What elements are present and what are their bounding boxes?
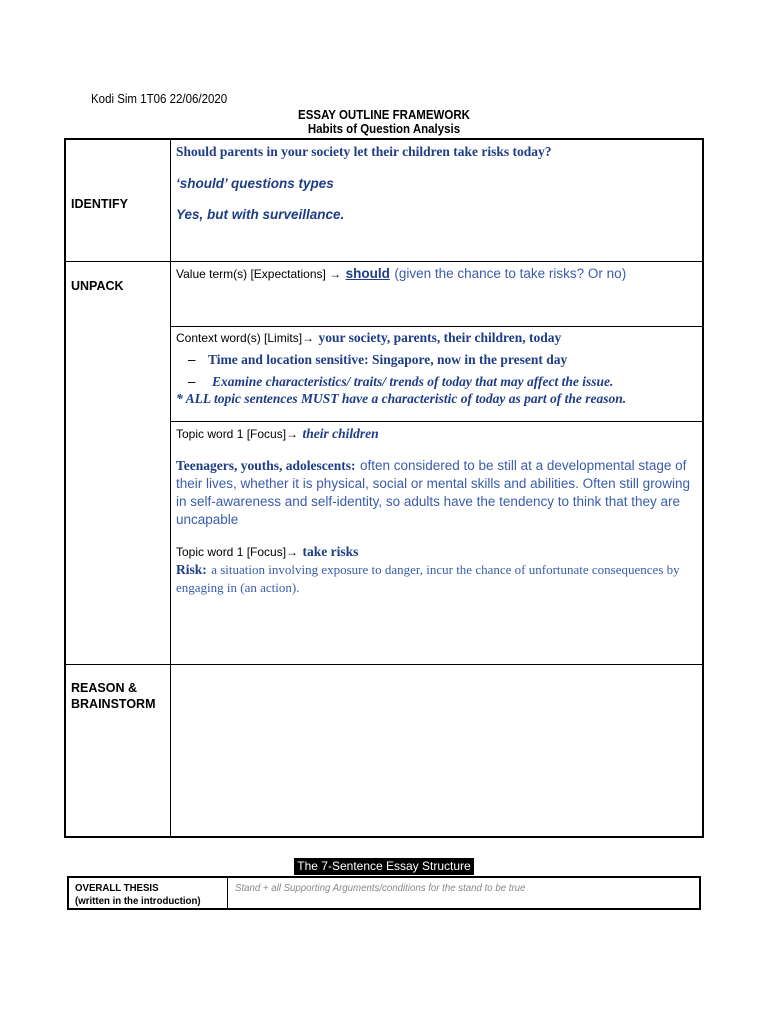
topic2-def-text: a situation involving exposure to danger, incur the chance of unfortunate consequences by engaging in (an action). <box>176 562 680 595</box>
essay-question: Should parents in your society let their children take risks today? <box>176 144 552 159</box>
structure-title: The 7-Sentence Essay Structure <box>294 858 474 875</box>
thesis-label <box>75 882 201 908</box>
thesis-description: Stand + all Supporting Arguments/conditions for the stand to be true <box>235 882 526 894</box>
context-cell: Context word(s) [Limits]→ your society, parents, their children, today – Time and location sensitive: Singapore, now in the present day – Examine characteristics/ traits/ trends of today that may affect the issue. * ALL topic sentences MUST have a characteristic of today as part of the reason. <box>176 329 696 407</box>
topic-cell <box>176 425 696 597</box>
stand: Yes, but with surveillance. <box>176 207 345 222</box>
reason-label: REASON & BRAINSTORM <box>71 681 156 711</box>
identify-label: IDENTIFY <box>71 197 128 211</box>
row-divider <box>66 664 702 665</box>
column-divider <box>170 140 171 836</box>
topic1-prefix: Topic word 1 [Focus]→ <box>176 427 299 441</box>
value-term-word: should <box>345 266 390 281</box>
identify-cell <box>176 144 696 222</box>
document-title: ESSAY OUTLINE FRAMEWORK <box>298 108 470 122</box>
question-type: ‘should’ questions types <box>176 176 334 191</box>
context-point-2: Examine characteristics/ traits/ trends of today that may affect the issue. <box>212 374 614 389</box>
title-block <box>31 108 738 136</box>
topic2-prefix: Topic word 1 [Focus]→ <box>176 545 299 559</box>
structure-divider <box>227 878 228 908</box>
topic1-word: their children <box>302 426 379 441</box>
topic2-def-term: Risk: <box>176 562 207 577</box>
thesis-label-line1: OVERALL THESIS <box>75 882 159 894</box>
structure-table <box>67 876 701 910</box>
outline-table <box>64 138 704 838</box>
row-divider <box>66 261 702 262</box>
thesis-label-line2: (written in the introduction) <box>75 895 201 907</box>
value-term-cell <box>176 265 696 283</box>
value-term-note: (given the chance to take risks? Or no) <box>394 266 627 281</box>
context-prefix: Context word(s) [Limits]→ <box>176 331 315 345</box>
row-divider <box>170 421 702 422</box>
context-words: your society, parents, their children, today <box>318 330 562 345</box>
topic1-def-term: Teenagers, youths, adolescents: <box>176 458 356 473</box>
document-subtitle: Habits of Question Analysis <box>307 122 461 136</box>
author-line: Kodi Sim 1T06 22/06/2020 <box>91 92 228 106</box>
value-term-prefix: Value term(s) [Expectations] → <box>176 267 342 281</box>
reason-cell <box>176 668 696 828</box>
topic1-def-text: often considered to be still at a developmental stage of their lives, whether it is physical, social or mental skills and abilities. Often still growing in self-awareness and self-identity, so adults have the tendency to think that they are uncapable <box>176 458 690 527</box>
unpack-label: UNPACK <box>71 279 124 293</box>
row-divider <box>170 326 702 327</box>
topic2-word: take risks <box>302 544 359 559</box>
context-point-1: Time and location sensitive: Singapore, now in the present day <box>208 352 568 367</box>
context-note: * ALL topic sentences MUST have a characteristic of today as part of the reason. <box>176 391 627 406</box>
